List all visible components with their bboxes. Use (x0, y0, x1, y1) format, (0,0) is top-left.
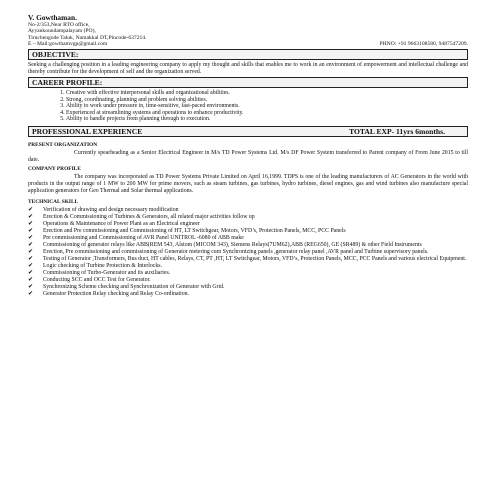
total-experience: TOTAL EXP- 11yrs 6months. (349, 126, 445, 136)
list-item: ✔ Conducting SCC and OCC Test for Generator. (28, 276, 151, 283)
list-item: ✔ Pre commissioning and Commissioning of AVR Panel UNITROL -6080 of ABB make (28, 234, 244, 242)
check-icon: ✔ (28, 262, 34, 270)
phone-text: PHNO: +91 9663108580, 9487547209. (379, 41, 468, 48)
check-icon: ✔ (28, 227, 34, 235)
list-item: ✔ Erection & Commissioning of Turbines & Generators, all related major activities follow up (28, 213, 255, 221)
list-item: ✔ Verification of drawing and design necessary modification (28, 206, 179, 214)
check-icon: ✔ (28, 276, 34, 283)
present-organization-text: Currently spearheading as a Senior Electrical Engineer in M/s TD Power Systems Ltd. M/s DF Power System transferred to Parent company of From June 2015 to till date. (28, 149, 468, 163)
address-line: Tiruchengode Taluk, Namakkal DT,Pincode-637214. (28, 34, 147, 41)
candidate-name: V. Gowthaman. (28, 13, 77, 22)
list-item: ✔ Commissioning of Turbo-Generator and its auxiliaries. (28, 269, 171, 277)
check-icon: ✔ (28, 234, 34, 242)
list-item: 3. Ability to work under pressure in, time-sensitive, fast-paced environments. (66, 103, 468, 110)
objective-heading: OBJECTIVE: (28, 49, 468, 60)
address-line: Ayyankoundampalayam (PO), (28, 28, 96, 35)
career-profile-heading: CAREER PROFILE: (28, 77, 468, 88)
list-item: 4. Experienced at streamlining systems and operations to enhance productivity. (66, 110, 468, 117)
list-item: ✔ Testing of Generator ,Transformers, Bus duct, HT cables, Relays, CT, PT ,HT, LT Switchgear, Motors, VFD’s, Protection Panels, MCC, PCC Panels and various electrical Equipment. (28, 255, 467, 263)
technical-skill-list (28, 207, 468, 297)
check-icon: ✔ (28, 220, 34, 228)
list-item: ✔ Logic checking of Turbine Protection & Interlocks. (28, 262, 162, 270)
objective-text: Seeking a challenging position in a leading engineering company to apply my thought and skills that enables me to work in an environment of empowerment and intellectual challenge and thereby contribute for the development of self and the organization served. (28, 61, 468, 75)
email-text: E – Mail:gowthamvgp@gmail.com (28, 41, 108, 48)
check-icon: ✔ (28, 248, 34, 256)
list-item: ✔ Synchronizing Scheme checking and Synchronization of Generator with Grid. (28, 282, 225, 290)
check-icon: ✔ (28, 241, 34, 249)
list-item: 1. Creative with effective interpersonal skills and organizational abilities. (66, 90, 468, 97)
list-item: 5. Ability to handle projects from planning through to execution. (66, 116, 468, 123)
present-organization-heading: PRESENT ORGANIZATION (28, 141, 98, 148)
list-item: ✔ Erection and Pre commissioning and Commissioning of HT, LT Switchgear, Motors, VFD’s, Protection Panels, MCC, PCC Panels (28, 227, 346, 235)
career-profile-list (66, 90, 468, 123)
experience-title: PROFESSIONAL EXPERIENCE (32, 126, 143, 136)
check-icon: ✔ (28, 255, 34, 263)
check-icon: ✔ (28, 282, 34, 290)
resume-page (28, 14, 468, 298)
contact-row (28, 41, 468, 47)
check-icon: ✔ (28, 289, 34, 297)
list-item: 2. Strong, coordinating, planning and problem solving abilities. (66, 97, 468, 104)
list-item: ✔ Operations & Maintenance of Power Plant as an Electrical engineer (28, 220, 200, 228)
check-icon: ✔ (28, 206, 34, 214)
check-icon: ✔ (28, 269, 34, 277)
check-icon: ✔ (28, 213, 34, 221)
technical-skill-heading: TECHNICAL SKILL (28, 199, 79, 206)
list-item: ✔ Commissioning of generator relays like ABB(REM 543, Alstom (MICOM 343), Siemens Relays(7UM62),ABB (REG650), GE (SR489) & other Field Instruments (28, 241, 422, 249)
address-line: No-2/353,Near RTO office, (28, 22, 90, 28)
company-profile-heading: COMPANY PROFILE (28, 165, 81, 172)
list-item: ✔ Generator Protection Relay checking and Relay Co-ordination. (28, 289, 190, 297)
list-item: ✔ Erection, Pre commissioning and commissioning of Generator metering cum Synchronizing panels ,generator relay panel ,AVR panel and Turbine supervisory panels. (28, 248, 429, 256)
company-profile-text: The company was incorporated as TD Power Systems Private Limited on April 16,1999. TDPS is one of the leading manufacturers of AC Generators in the world with products in the output range of 1 MW to 200 MW for prime movers, such as steam turbines, gas turbines, hydro turbines, diesel engines, gas and wind turbines also manufacture special application generators for Geo Thermal and Solar thermal applications. (28, 173, 468, 194)
experience-heading (28, 126, 468, 137)
